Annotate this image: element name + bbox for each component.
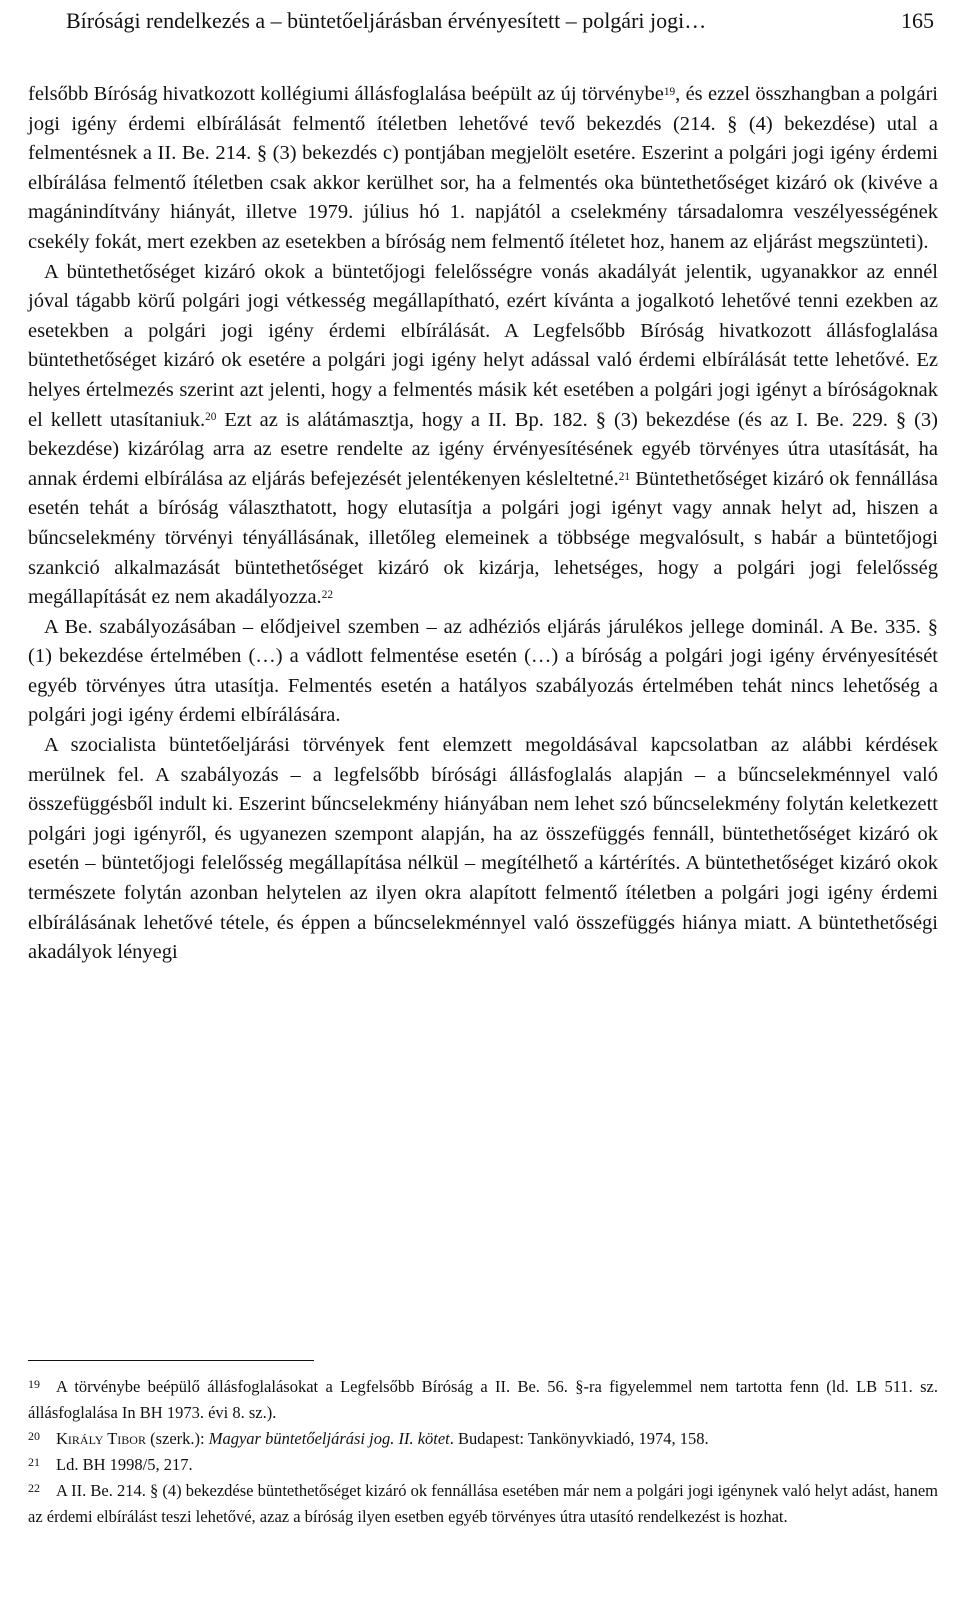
footnote-text: A II. Be. 214. § (4) bekezdése büntethetőséget kizáró ok fennállása esetében már nem a polgári jogi igénynek való helyt adást, hanem az érdemi elbírálást teszi lehetővé, azaz a bíróság ilyen esetben egyéb törvényes útra utasító rendelkezést is hozhat. xyxy=(28,1481,938,1526)
footnote-separator xyxy=(28,1360,314,1361)
footnote-number: 21 xyxy=(28,1455,40,1469)
footnotes xyxy=(28,1374,938,1530)
footnote-ref-19[interactable]: 19 xyxy=(663,85,676,98)
paragraph-1-text-a: felsőbb Bíróság hivatkozott kollégiumi állásfoglalása beépült az új törvénybe xyxy=(28,83,664,105)
footnote-ref-20[interactable]: 20 xyxy=(205,411,217,424)
footnote-text-b: . Budapest: Tankönyvkiadó, 1974, 158. xyxy=(449,1429,709,1448)
paragraph-1-text-b: , és ezzel összhangban a polgári jogi igény érdemi elbírálását felmentő ítéletben lehetővé tevő bekezdés (214. § (4) bekezdése) utal a felmentésnek a II. Be. 214. § (3) bekezdés c) pontjában megjelölt esetére. Eszerint a polgári jogi igény érdemi elbírálása felmentő ítéletben csak akkor kerülhet sor, ha a felmentés oka büntethetőséget kizáró ok (kivéve a magánindítvány hiányát, illetve 1979. július hó 1. napjától a cselekmény társadalomra veszélyességének csekély fokát, mert ezekben az esetekben a bíróság nem felmentő ítéletet hoz, hanem az eljárást megszünteti). xyxy=(28,83,938,253)
paragraph-1 xyxy=(28,80,938,258)
paragraph-4: A szocialista büntetőeljárási törvények fent elemzett megoldásával kapcsolatban az alábbi kérdések merülnek fel. A szabályozás – a legfelsőbb bírósági állásfoglalás alapján – a bűncselekménnyel való összefüggésből indult ki. Eszerint bűncselekmény hiányában nem lehet szó bűncselekmény folytán keletkezett polgári jogi igényről, és ugyanezen szempont alapján, ha az összefüggés fennáll, büntethetőséget kizáró ok esetén – büntetőjogi felelősség megállapítása nélkül – megítélhető a kártérítés. A büntethetőséget kizáró okok természete folytán azonban helytelen az ilyen okra alapított felmentő ítéletben a polgári jogi igény érdemi elbírálásának lehetővé tétele, és éppen a bűncselekménnyel való összefüggés hiánya miatt. A büntethetőségi akadályok lényegi xyxy=(28,734,938,964)
footnote-number: 22 xyxy=(28,1481,40,1495)
paragraph-2-text-b: Ezt az is alátámasztja, hogy a II. Bp. 182. § (3) bekezdése (és az I. Be. 229. § (3) bekezdése) kizárólag arra az esetre rendelte az igény érvényesítésének egyéb törvényes útra utasítását, ha annak érdemi elbírálása az eljárás befejezését jelentékenyen késleltetné. xyxy=(28,408,938,490)
main-text xyxy=(28,80,938,968)
footnote-21 xyxy=(28,1452,938,1478)
footnote-number: 19 xyxy=(28,1377,40,1391)
paragraph-2-text-c: Büntethetőséget kizáró ok fennállása esetén tehát a bíróság választhatott, hogy elutasítja a polgári jogi igényt vagy annak helyt ad, hiszen a bűncselekmény törvényi tényállásának, illetőleg elemeinek a többsége megvalósult, s habár a büntetőjogi szankció alkalmazását büntethetőséget kizáró ok kizárja, lehetséges, hogy a polgári jogi felelősség megállapítását ez nem akadályozza. xyxy=(28,467,938,609)
footnote-number: 20 xyxy=(28,1429,40,1443)
footnote-22 xyxy=(28,1478,938,1530)
paragraph-2-text-a: A büntethetőséget kizáró okok a büntetőjogi felelősségre vonás akadályát jelentik, ugyanakkor az ennél jóval tágabb körű polgári jogi vétkesség megállapítható, ezért kívánta a jogalkotó lehetővé tenni ezekben az esetekben a polgári jogi igény érdemi elbírálását. A Legfelsőbb Bíróság hivatkozott állásfoglalása büntethetőséget kizáró ok esetére a polgári jogi igény helyt adással való érdemi elbírálását tette lehetővé. Ez helyes értelmezés szerint azt jelenti, hogy a felmentés másik két esetében a polgári jogi igényt a bíróságoknak el kellett utasítaniuk. xyxy=(28,260,938,431)
footnote-ref-21[interactable]: 21 xyxy=(618,470,630,483)
footnote-19 xyxy=(28,1374,938,1426)
footnote-20 xyxy=(28,1426,938,1452)
footnote-text xyxy=(28,1426,938,1452)
paragraph-2 xyxy=(28,258,938,613)
footnote-text: A törvénybe beépülő állásfoglalásokat a Legfelsőbb Bíróság a II. Be. 56. §-ra figyelemmel nem tartotta fenn (ld. LB 511. sz. állásfoglalása In BH 1973. évi 8. sz.). xyxy=(28,1377,938,1422)
footnote-ref-22[interactable]: 22 xyxy=(321,589,333,602)
footnote-author: Király Tibor xyxy=(56,1429,146,1448)
running-title: Bírósági rendelkezés a – büntetőeljárásban érvényesített – polgári jogi… xyxy=(66,8,707,33)
page-number: 165 xyxy=(901,8,934,33)
paragraph-3: A Be. szabályozásában – elődjeivel szemben – az adhéziós eljárás járulékos jellege dominál. A Be. 335. § (1) bekezdése értelmében (…) a vádlott felmentése esetén (…) a bíróság a polgári jogi igény érvényesítését egyéb törvényes útra utasítja. Felmentés esetén a hatályos szabályozás értelmében tehát nincs lehetőség a polgári jogi igény érdemi elbírálására. xyxy=(28,615,938,727)
footnote-text: Ld. BH 1998/5, 217. xyxy=(56,1455,193,1474)
footnote-text-a: (szerk.): xyxy=(145,1429,209,1448)
footnote-book-title: Magyar büntetőeljárási jog. II. kötet xyxy=(208,1429,450,1448)
